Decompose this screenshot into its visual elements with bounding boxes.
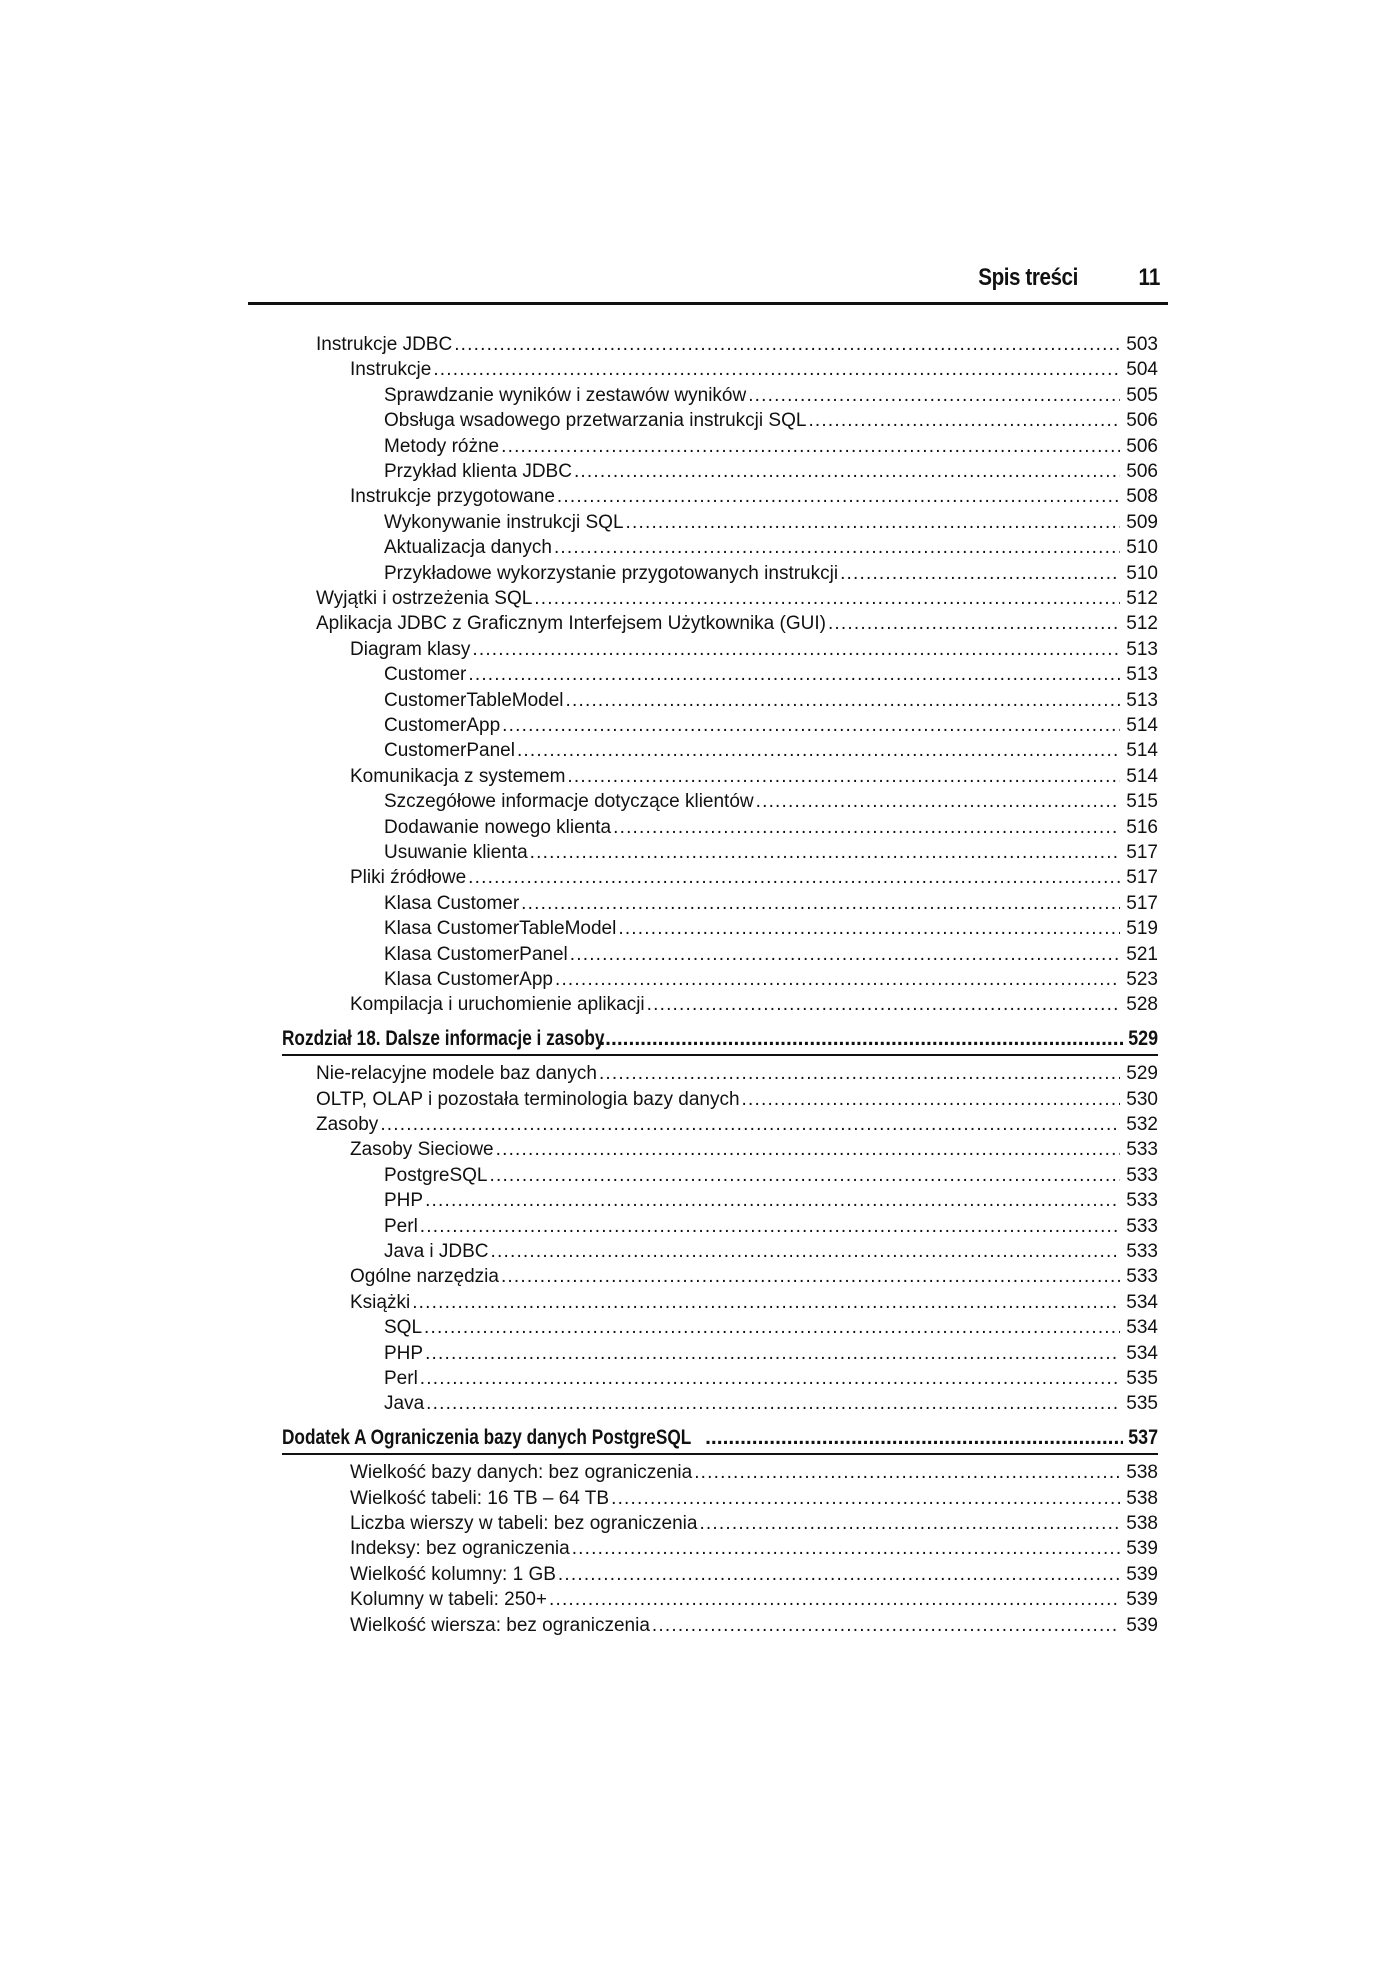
toc-entry xyxy=(384,409,1158,434)
toc-entry-label: Klasa CustomerPanel xyxy=(384,943,568,965)
toc-entry-label: Perl xyxy=(384,1368,418,1389)
toc-entry-label: Instrukcje przygotowane xyxy=(350,486,555,508)
toc-entry-label: Obsługa wsadowego przetwarzania instrukcji SQL xyxy=(384,410,807,432)
toc-entry-page: 517 xyxy=(1126,842,1158,863)
toc-entry-label: PostgreSQL xyxy=(384,1164,488,1186)
toc-entry xyxy=(384,943,1158,968)
toc-entry-label: Aplikacja JDBC z Graficznym Interfejsem Użytkownika (GUI) xyxy=(316,613,826,635)
toc-entry xyxy=(384,536,1158,561)
dot-leader xyxy=(555,968,1120,992)
toc-entry-label: Szczegółowe informacje dotyczące klientów xyxy=(384,791,754,813)
dot-leader xyxy=(574,460,1120,484)
toc-entry-label: Wielkość bazy danych: bez ograniczenia xyxy=(350,1462,693,1484)
toc-entry-page: 533 xyxy=(1126,1139,1158,1161)
toc-entry-page: 513 xyxy=(1126,689,1158,711)
toc-entry-label: Customer xyxy=(384,664,467,686)
toc-entry xyxy=(316,1088,1158,1113)
toc-entry xyxy=(350,1291,1158,1316)
dot-leader xyxy=(425,1342,1120,1366)
dot-leader xyxy=(468,663,1120,687)
toc-entry-page: 534 xyxy=(1126,1317,1158,1339)
toc-entry xyxy=(384,1215,1158,1240)
dot-leader xyxy=(611,1487,1120,1511)
toc-entry xyxy=(384,562,1158,587)
toc-entry-label: Liczba wierszy w tabeli: bez ograniczenia xyxy=(350,1513,698,1534)
dot-leader xyxy=(808,409,1120,433)
toc-entry-page: 539 xyxy=(1126,1614,1158,1636)
toc-entry xyxy=(384,460,1158,485)
toc-entry xyxy=(350,358,1158,383)
toc-entry xyxy=(384,384,1158,409)
toc-entry-page: 512 xyxy=(1126,613,1158,635)
running-header xyxy=(248,258,1168,305)
toc-entry-label: PHP xyxy=(384,1342,424,1364)
dot-leader xyxy=(490,1164,1121,1188)
toc-entry xyxy=(384,689,1158,714)
dot-leader xyxy=(549,1588,1120,1612)
running-header-title: Spis treści xyxy=(978,264,1078,291)
toc-entry xyxy=(384,1189,1158,1214)
toc-entry-label: Klasa CustomerApp xyxy=(384,969,553,990)
toc-entry-label: Przykładowe wykorzystanie przygotowanych instrukcji xyxy=(384,562,839,584)
dot-leader xyxy=(496,1138,1121,1162)
toc-entry-page: 533 xyxy=(1126,1190,1158,1212)
dot-leader xyxy=(468,866,1120,890)
dot-leader xyxy=(748,384,1120,408)
chapter-rule xyxy=(282,1453,1158,1455)
toc-entry-page: 514 xyxy=(1126,715,1158,736)
dot-leader xyxy=(694,1461,1120,1485)
dot-leader xyxy=(557,485,1120,509)
dot-leader xyxy=(420,1367,1121,1391)
toc-entry-label: Instrukcje JDBC xyxy=(316,334,453,355)
dot-leader xyxy=(558,1563,1120,1587)
dot-leader xyxy=(828,612,1120,636)
dot-leader xyxy=(756,790,1121,814)
toc-entry-page: 534 xyxy=(1126,1291,1158,1313)
dot-leader xyxy=(570,943,1121,967)
toc-entry xyxy=(384,1164,1158,1189)
toc-entry xyxy=(384,1392,1158,1417)
toc-entry-page: 523 xyxy=(1126,969,1158,990)
toc-entry xyxy=(384,790,1158,815)
dot-leader xyxy=(567,765,1120,789)
toc-entry-label: Aktualizacja danych xyxy=(384,537,552,559)
toc-entry-page: 528 xyxy=(1126,994,1158,1016)
toc-entry xyxy=(384,1367,1158,1392)
dot-leader xyxy=(647,993,1121,1017)
toc-entry-page: 535 xyxy=(1126,1368,1158,1389)
toc-entry-page: 510 xyxy=(1126,562,1158,584)
toc-entry xyxy=(350,1537,1158,1562)
dot-leader xyxy=(530,841,1121,865)
toc-entry-page: 513 xyxy=(1126,664,1158,686)
toc-entry-page: 533 xyxy=(1126,1164,1158,1186)
toc-entry-label: CustomerTableModel xyxy=(384,689,564,711)
toc-entry xyxy=(350,1563,1158,1588)
dot-leader xyxy=(572,1537,1121,1561)
toc-entry-label: Zasoby Sieciowe xyxy=(350,1139,494,1161)
toc-entry xyxy=(350,1265,1158,1290)
toc-entry-page: 506 xyxy=(1126,435,1158,457)
toc-entry-label: Dodatek A Ograniczenia bazy danych PostgreSQL xyxy=(282,1425,692,1449)
toc-entry xyxy=(384,663,1158,688)
dot-leader xyxy=(426,1392,1120,1416)
chapter-rule xyxy=(282,1054,1158,1056)
toc-entry-label: Nie-relacyjne modele baz danych xyxy=(316,1063,597,1085)
page-number: 11 xyxy=(1138,264,1160,291)
toc-entry-label: Sprawdzanie wyników i zestawów wyników xyxy=(384,384,747,406)
toc-entry-page: 535 xyxy=(1126,1393,1158,1415)
dot-leader xyxy=(705,1426,1123,1450)
toc-entry xyxy=(384,1316,1158,1341)
toc-entry xyxy=(384,511,1158,536)
dot-leader xyxy=(501,435,1120,459)
toc-entry xyxy=(384,968,1158,993)
toc-entry-page: 529 xyxy=(1126,1063,1158,1085)
toc-entry-page: 514 xyxy=(1126,740,1158,762)
dot-leader xyxy=(412,1291,1120,1315)
toc-entry-label: Pliki źródłowe xyxy=(350,867,467,889)
toc-entry-label: Instrukcje xyxy=(350,359,432,381)
toc-entry-page: 533 xyxy=(1126,1215,1158,1237)
toc-entry xyxy=(350,866,1158,891)
dot-leader xyxy=(521,892,1120,916)
toc-entry xyxy=(350,1461,1158,1486)
toc-entry xyxy=(350,638,1158,663)
toc-entry-label: CustomerPanel xyxy=(384,740,515,762)
toc-entry xyxy=(384,739,1158,764)
toc-entry xyxy=(316,333,1158,358)
dot-leader xyxy=(599,1062,1120,1086)
toc-entry-page: 506 xyxy=(1126,461,1158,482)
toc-entry xyxy=(384,1342,1158,1367)
toc-entry-page: 506 xyxy=(1126,410,1158,432)
toc-entry-label: PHP xyxy=(384,1190,424,1212)
toc-entry xyxy=(316,1062,1158,1087)
toc-entry xyxy=(350,1588,1158,1613)
toc-entry-page: 513 xyxy=(1126,638,1158,660)
dot-leader xyxy=(613,816,1120,840)
dot-leader xyxy=(454,333,1120,357)
toc-entry xyxy=(384,714,1158,739)
toc-entry-page: 514 xyxy=(1126,765,1158,787)
toc-entry-page: 516 xyxy=(1126,816,1158,838)
toc-entry xyxy=(350,1512,1158,1537)
toc-entry-page: 539 xyxy=(1126,1538,1158,1560)
dot-leader xyxy=(425,1189,1120,1213)
toc-entry-page: 539 xyxy=(1126,1589,1158,1611)
dot-leader xyxy=(618,917,1120,941)
toc-entry-label: Wyjątki i ostrzeżenia SQL xyxy=(316,588,533,609)
toc-entry-page: 515 xyxy=(1126,791,1158,813)
toc-entry-page: 538 xyxy=(1126,1487,1158,1509)
toc-entry-label: Klasa Customer xyxy=(384,892,520,914)
toc-entry-page: 504 xyxy=(1126,359,1158,381)
toc-entry-label: Metody różne xyxy=(384,435,500,457)
toc-entry-label: Rozdział 18. Dalsze informacje i zasoby xyxy=(282,1026,605,1050)
toc-entry xyxy=(350,485,1158,510)
toc-entry-label: Przykład klienta JDBC xyxy=(384,461,572,482)
dot-leader xyxy=(502,714,1120,738)
toc-entry xyxy=(384,841,1158,866)
toc-entry xyxy=(316,1113,1158,1138)
toc-entry-label: Wielkość wiersza: bez ograniczenia xyxy=(350,1614,650,1636)
toc-entry-page: 521 xyxy=(1126,943,1158,965)
toc-entry-label: Dodawanie nowego klienta xyxy=(384,816,612,838)
dot-leader xyxy=(433,358,1120,382)
dot-leader xyxy=(501,1265,1120,1289)
toc-entry-label: CustomerApp xyxy=(384,715,501,736)
dot-leader xyxy=(517,739,1120,763)
toc-entry-page: 509 xyxy=(1126,511,1158,533)
dot-leader xyxy=(742,1088,1121,1112)
dot-leader xyxy=(424,1316,1120,1340)
toc-entry-page: 508 xyxy=(1126,486,1158,508)
toc-entry-page: 538 xyxy=(1126,1513,1158,1534)
toc-entry-label: Kolumny w tabeli: 250+ xyxy=(350,1589,547,1611)
dot-leader xyxy=(472,638,1120,662)
toc-entry-label: Diagram klasy xyxy=(350,638,471,660)
toc-entry-label: Zasoby xyxy=(316,1114,379,1135)
toc-entry-page: 537 xyxy=(1128,1425,1158,1449)
toc-entry-label: Java xyxy=(384,1393,425,1415)
dot-leader xyxy=(491,1240,1121,1264)
toc-entry-page: 529 xyxy=(1128,1026,1158,1050)
dot-leader xyxy=(420,1215,1121,1239)
toc-entry xyxy=(384,917,1158,942)
toc-entry xyxy=(350,765,1158,790)
toc-entry xyxy=(350,1138,1158,1163)
toc-entry-page: 534 xyxy=(1126,1342,1158,1364)
toc-entry-page: 512 xyxy=(1126,588,1158,609)
toc-entry-label: Książki xyxy=(350,1291,411,1313)
toc-entry xyxy=(350,993,1158,1018)
toc-entry-label: Perl xyxy=(384,1215,418,1237)
toc-entry-page: 539 xyxy=(1126,1563,1158,1585)
toc-entry-page: 517 xyxy=(1126,892,1158,914)
toc-entry-label: Kompilacja i uruchomienie aplikacji xyxy=(350,994,645,1016)
toc-entry-label: Wykonywanie instrukcji SQL xyxy=(384,511,624,533)
toc-chapter-entry xyxy=(282,1027,1158,1052)
toc-entry-label: OLTP, OLAP i pozostała terminologia bazy danych xyxy=(316,1088,740,1110)
toc-entry-label: Java i JDBC xyxy=(384,1241,489,1262)
dot-leader xyxy=(840,562,1120,586)
toc-entry xyxy=(316,612,1158,637)
toc-entry-page: 532 xyxy=(1126,1114,1158,1135)
dot-leader xyxy=(554,536,1120,560)
toc-entry-page: 503 xyxy=(1126,334,1158,355)
toc-entry-label: Indeksy: bez ograniczenia xyxy=(350,1538,570,1560)
dot-leader xyxy=(626,511,1121,535)
toc-entry-page: 538 xyxy=(1126,1462,1158,1484)
toc-entry-label: Usuwanie klienta xyxy=(384,842,528,863)
dot-leader xyxy=(652,1614,1120,1638)
toc-entry-page: 517 xyxy=(1126,867,1158,889)
toc-entry xyxy=(384,1240,1158,1265)
toc-entry xyxy=(350,1614,1158,1639)
toc-entry xyxy=(384,816,1158,841)
dot-leader xyxy=(380,1113,1120,1137)
toc-entry xyxy=(384,435,1158,460)
toc-entry-label: SQL xyxy=(384,1317,423,1339)
toc-entry xyxy=(316,587,1158,612)
toc-entry-page: 505 xyxy=(1126,384,1158,406)
toc-entry-label: Ogólne narzędzia xyxy=(350,1266,499,1288)
toc-entry-label: Komunikacja z systemem xyxy=(350,765,566,787)
dot-leader xyxy=(699,1512,1120,1536)
toc-chapter-entry xyxy=(282,1426,1158,1451)
toc-entry-page: 533 xyxy=(1126,1266,1158,1288)
dot-leader xyxy=(566,689,1121,713)
toc-entry xyxy=(350,1487,1158,1512)
toc-entry xyxy=(384,892,1158,917)
toc-entry-label: Klasa CustomerTableModel xyxy=(384,918,617,940)
dot-leader xyxy=(599,1027,1123,1051)
toc-entry-label: Wielkość tabeli: 16 TB – 64 TB xyxy=(350,1487,610,1509)
toc-entry-page: 510 xyxy=(1126,537,1158,559)
toc-entry-page: 519 xyxy=(1126,918,1158,940)
toc-entry-label: Wielkość kolumny: 1 GB xyxy=(350,1563,556,1585)
toc-entry-page: 530 xyxy=(1126,1088,1158,1110)
toc-entry-page: 533 xyxy=(1126,1241,1158,1262)
dot-leader xyxy=(534,587,1120,611)
